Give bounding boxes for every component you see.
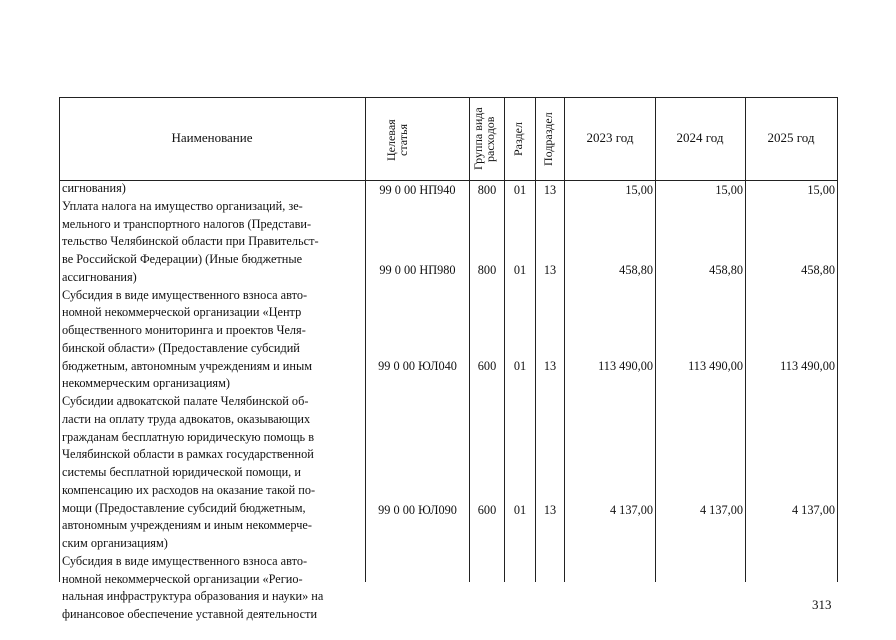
row-description-line: общественного мониторинга и проектов Челя- (62, 323, 306, 337)
row-description-line: ласти на оплату труда адвокатов, оказывающих (62, 411, 311, 426)
row-section: 01 (513, 359, 527, 373)
header-year-2024: 2024 год (676, 130, 724, 145)
header-expense-group: Группа вида расходов (471, 107, 497, 171)
row-target-article: 99 0 00 ЮЛ040 (378, 359, 457, 373)
row-subsection: 13 (543, 263, 557, 277)
row-amount-2024: 15,00 (715, 183, 743, 197)
row-description-line: нальная инфраструктура образования и науки» на (62, 589, 324, 604)
page-number: 313 (812, 597, 832, 612)
row-section: 01 (513, 263, 527, 277)
row-description-line: системы бесплатной юридической помощи, и (62, 465, 301, 479)
header-year-2025: 2025 год (767, 130, 815, 145)
row-expense-group: 800 (477, 183, 497, 197)
header-year-2023: 2023 год (586, 130, 634, 145)
row-description-line: Субсидия в виде имущественного взноса авто- (62, 553, 308, 568)
row-amount-2025: 15,00 (807, 183, 835, 197)
row-description-line: бинской области» (Предоставление субсидий (62, 340, 300, 355)
description-column (62, 180, 363, 621)
row-description-line: сигнования) (62, 181, 126, 195)
row-amount-2025: 113 490,00 (780, 359, 835, 373)
row-description-line: гражданам бесплатную юридическую помощь в (62, 429, 315, 444)
row-description-line: Челябинской области в рамках государственной (62, 447, 314, 462)
row-subsection: 13 (543, 503, 557, 517)
table-right-border (837, 97, 838, 582)
row-description-line: Уплата налога на имущество организаций, зе- (62, 198, 303, 213)
row-description-line: некоммерческим организациям) (62, 376, 230, 391)
row-description-line: ве Российской Федерации) (Иные бюджетные (62, 252, 303, 266)
row-description-line: ским организациям) (62, 536, 168, 550)
row-description-line: мощи (Предоставление субсидий бюджетным, (62, 500, 306, 515)
row-amount-2024: 458,80 (709, 263, 743, 277)
table-left-border (59, 97, 60, 582)
row-description-line: финансовое обеспечение уставной деятельности (62, 607, 318, 621)
row-description-line: бюджетным, автономным учреждениям и иным (62, 358, 312, 373)
row-description-line: номной некоммерческой организации «Регио- (62, 571, 303, 586)
header-target-article: Целевая статья (384, 119, 410, 161)
row-amount-2024: 113 490,00 (688, 359, 743, 373)
row-amount-2023: 113 490,00 (598, 359, 653, 373)
row-target-article: 99 0 00 НП980 (379, 263, 456, 277)
row-description-line: ассигнования) (62, 269, 137, 284)
row-amount-2023: 458,80 (619, 263, 653, 277)
row-amount-2025: 458,80 (801, 263, 835, 277)
row-amount-2023: 4 137,00 (609, 503, 653, 517)
row-section: 01 (513, 183, 527, 197)
row-description-line: тельство Челябинской области при Правительст- (62, 234, 319, 249)
row-expense-group: 600 (477, 503, 497, 517)
row-subsection: 13 (543, 359, 557, 373)
row-description-line: Субсидии адвокатской палате Челябинской об- (62, 394, 309, 408)
row-description-line: Субсидия в виде имущественного взноса авто- (62, 287, 308, 302)
row-subsection: 13 (543, 183, 557, 197)
row-target-article: 99 0 00 НП940 (379, 183, 456, 197)
row-amount-2024: 4 137,00 (699, 503, 743, 517)
row-description-line: автономным учреждениям и иным некоммерче- (62, 518, 312, 533)
header-section: Раздел (511, 122, 525, 156)
header-subsection: Подраздел (541, 112, 555, 166)
row-amount-2023: 15,00 (625, 183, 653, 197)
row-description-line: мельного и транспортного налогов (Представи- (62, 216, 312, 231)
row-description-line: номной некоммерческой организации «Центр (62, 305, 302, 320)
row-section: 01 (513, 503, 527, 517)
row-amount-2025: 4 137,00 (791, 503, 835, 517)
row-description-line: компенсацию их расходов на оказание такой по- (62, 482, 316, 497)
row-expense-group: 600 (477, 359, 497, 373)
table-top-border (59, 97, 838, 98)
row-expense-group: 800 (477, 263, 497, 277)
row-target-article: 99 0 00 ЮЛ090 (378, 503, 457, 517)
header-name: Наименование (171, 130, 253, 145)
